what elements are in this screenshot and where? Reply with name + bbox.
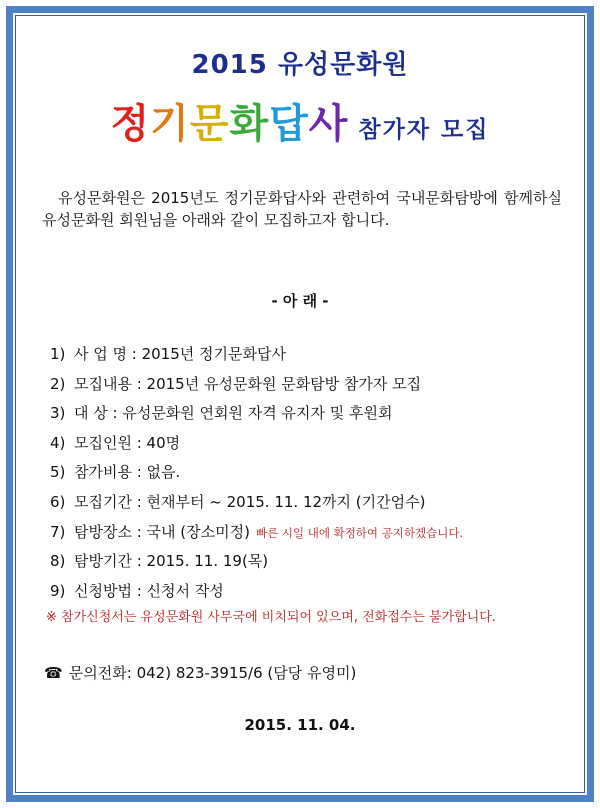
phone-icon: ☎ [44,664,63,682]
item-text: 모집인원 : 40명 [74,433,181,452]
warning-text: ※ 참가신청서는 유성문화원 사무국에 비치되어 있으며, 전화접수는 불가합니다. [46,610,496,625]
main-title [0,92,600,149]
item-text: 모집기간 : 현재부터 ~ 2015. 11. 12까지 (기간엄수) [74,492,426,511]
list-item [50,340,463,370]
title-char: 사 [308,101,349,147]
list-item [50,370,463,400]
title-char: 문 [189,101,230,147]
list-item [50,518,463,548]
item-number: 7) [50,522,66,541]
title-char: 화 [229,101,270,147]
list-item [50,429,463,459]
notice-label: - 아 래 - [271,292,329,310]
contact-line [44,662,356,683]
contact-text: 문의전화: 042) 823-3915/6 (담당 유영미) [68,664,357,682]
item-number: 1) [50,345,66,363]
rainbow-title [111,101,349,147]
detail-list [50,340,463,606]
item-text: 신청방법 : 신청서 작성 [74,581,224,600]
item-number: 2) [50,374,66,393]
item-text: 모집내용 : 2015년 유성문화원 문화탐방 참가자 모집 [74,374,422,393]
org-title: 2015 유성문화원 [191,50,409,80]
item-note: 빠른 시일 내에 확정하여 공지하겠습니다. [255,525,464,540]
item-text: 참가비용 : 없음. [74,463,181,482]
list-item [50,547,463,577]
item-number: 9) [50,581,66,600]
item-text: 사 업 명 : 2015년 정기문화답사 [74,345,286,363]
subtitle: 참가자 모집 [358,117,490,143]
list-item [50,458,463,488]
item-text: 탐방기간 : 2015. 11. 19(목) [74,552,269,571]
item-text: 대 상 : 유성문화원 연회원 자격 유지자 및 후원회 [74,404,393,423]
item-text: 탐방장소 : 국내 (장소미정) [74,522,250,541]
item-number: 3) [50,404,66,423]
item-number: 6) [50,492,66,511]
item-number: 8) [50,552,66,571]
title-char: 기 [150,101,190,147]
intro-paragraph: 유성문화원은 2015년도 정기문화답사와 관련하여 국내문화탐방에 함께하실 유성문화원 회원님을 아래와 같이 모집하고자 합니다. [42,189,562,229]
title-char: 정 [110,101,151,147]
list-item [50,399,463,429]
notice-date: 2015. 11. 04. [244,716,356,734]
list-item [50,577,463,607]
item-number: 4) [50,433,66,452]
title-char: 답 [269,101,309,147]
list-item [50,488,463,518]
item-number: 5) [50,463,66,482]
